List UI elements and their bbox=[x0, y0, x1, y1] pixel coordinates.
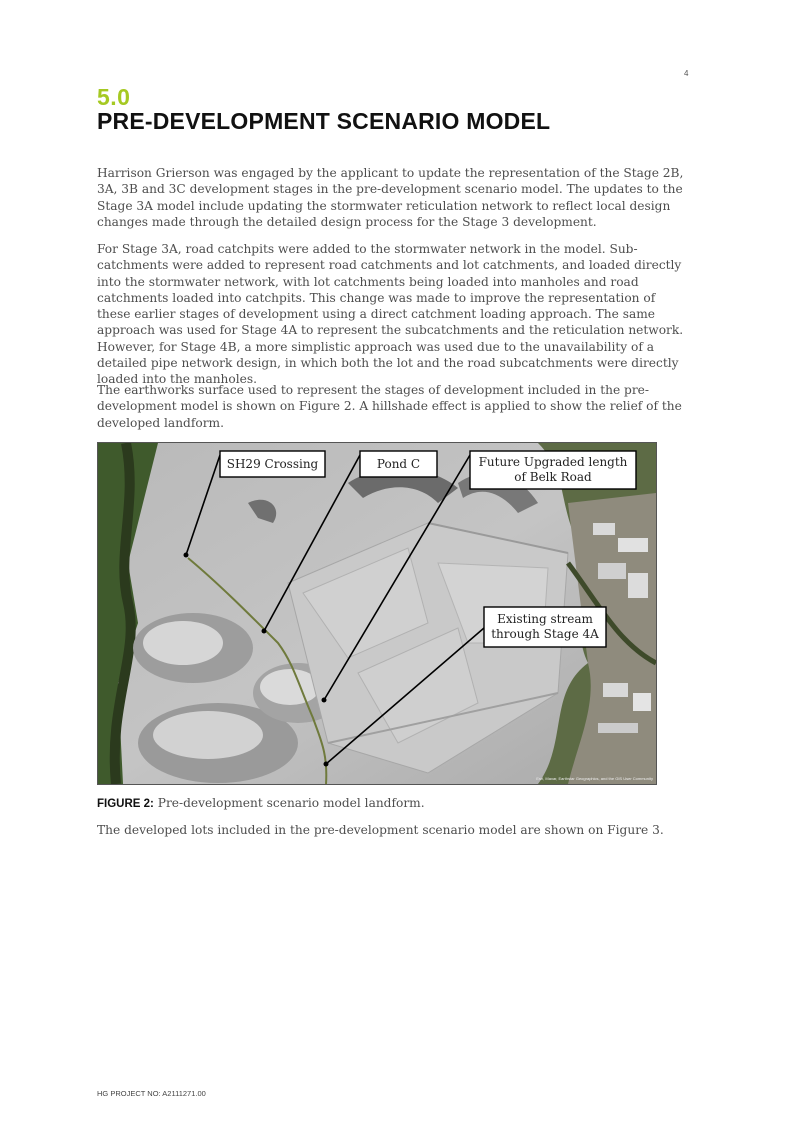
section-number: 5.0 bbox=[97, 84, 131, 110]
marker-pond-c bbox=[262, 629, 267, 634]
hill-west-2-highlight bbox=[153, 711, 263, 759]
callout-pond-c: Pond C bbox=[376, 457, 421, 471]
building-7 bbox=[598, 723, 638, 733]
paragraph-earthworks-surface: The earthworks surface used to represent the stages of development included in the pre-development model is shown on Figure 2. A hillshade effect is applied to show the relief of the developed landform. bbox=[97, 383, 682, 430]
callout-belk-road-line2: of Belk Road bbox=[514, 470, 592, 484]
paragraph-stage-updates: Harrison Grierson was engaged by the applicant to update the representation of the Stage 2B, 3A, 3B and 3C development stages in the pre-development scenario model. The updates to the Stage 3A model include updating the stormwater reticulation network to reflect local design changes made through the detailed design process for the Stage 3 development. bbox=[97, 166, 684, 229]
caption-label: FIGURE 2: bbox=[97, 798, 154, 810]
landform-map-svg bbox=[98, 443, 656, 784]
figure-2-landform-map bbox=[97, 442, 657, 785]
building-6 bbox=[633, 693, 651, 711]
section-title: PRE-DEVELOPMENT SCENARIO MODEL bbox=[97, 108, 551, 134]
building-5 bbox=[603, 683, 628, 697]
hill-west-1-highlight bbox=[143, 621, 223, 665]
paragraph-developed-lots: The developed lots included in the pre-development scenario model are shown on Figure 3. bbox=[97, 823, 664, 837]
callout-existing-stream-line2: through Stage 4A bbox=[491, 627, 599, 641]
building-3 bbox=[598, 563, 626, 579]
caption-text: Pre-development scenario model landform. bbox=[153, 796, 425, 810]
paragraph-stage-3a-catchments: For Stage 3A, road catchpits were added to the stormwater network in the model. Sub-catchments were added to represent road catchments and lot catchments, and loaded directly into the stormwater network, with lot catchments being loaded into manholes and road catchments loaded into catchpits. This change was made to improve the representation of these earlier stages of development using a direct catchment loading approach. The same approach was used for Stage 4A to represent the subcatchments and the reticulation network. However, for Stage 4B, a more simplistic approach was used due to the unavailability of a detailed pipe network design, in which both the lot and the road subcatchments were directly loaded into the manholes. bbox=[97, 242, 684, 387]
figure-2-caption bbox=[97, 796, 425, 810]
footer-project-number: HG PROJECT NO: A2111271.00 bbox=[97, 1089, 206, 1098]
marker-existing-stream bbox=[324, 762, 329, 767]
marker-sh29 bbox=[184, 553, 189, 558]
building-2 bbox=[618, 538, 648, 552]
callout-belk-road-line1: Future Upgraded length bbox=[478, 455, 628, 469]
building-4 bbox=[628, 573, 648, 598]
building-1 bbox=[593, 523, 615, 535]
page-number: 4 bbox=[684, 69, 689, 78]
callout-existing-stream-line1: Existing stream bbox=[497, 612, 593, 626]
map-credit: Esri, Maxar, Earthstar Geographics, and the GIS User Community bbox=[536, 776, 653, 781]
callout-sh29: SH29 Crossing bbox=[226, 457, 319, 471]
marker-belk-road bbox=[322, 698, 327, 703]
